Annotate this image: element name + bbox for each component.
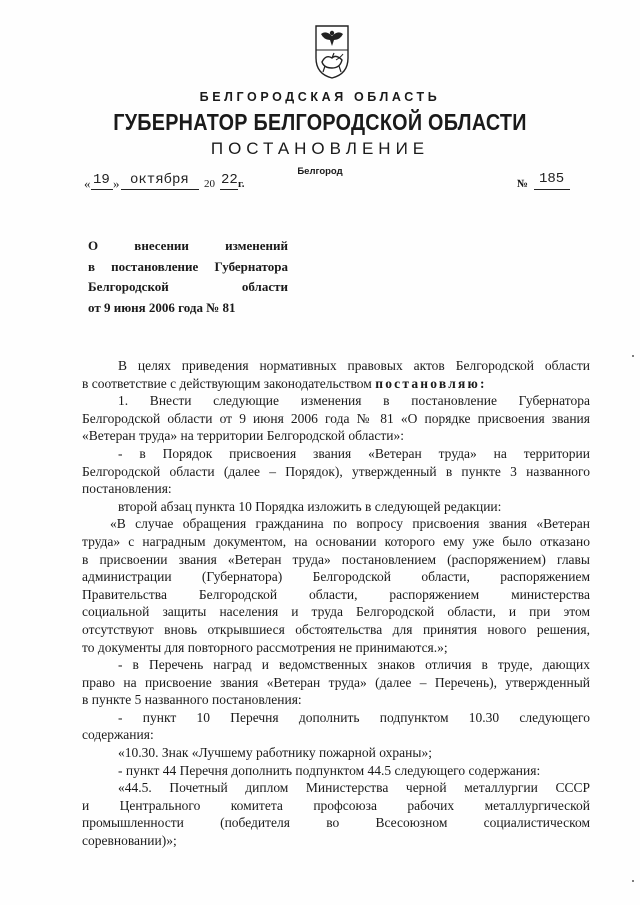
body-line: отсутствуют вновь открывшиеся обстоятельства для принятия нового решения, [82,621,590,637]
body-line: труда» с наградным документом, на основании которого ему уже было отказано [82,533,590,549]
body-line: Белгородской области (далее – Порядок), утвержденный в пункте 3 названного [82,463,590,479]
subject-line: О внесении изменений [88,238,288,253]
number-underline [534,189,570,190]
body-line: «44.5. Почетный диплом Министерства черной металлургии СССР [118,780,590,796]
date-year-underline [220,189,238,190]
body-line: администрации (Губернатора) Белгородской области, распоряжением [82,569,590,585]
date-month: октября [130,172,189,188]
governor-heading: ГУБЕРНАТОР БЕЛГОРОДСКОЙ ОБЛАСТИ [113,109,527,135]
body-line: - в Перечень наград и ведомственных знаков отличия в труде, дающих [118,657,590,673]
binding-mark [632,880,634,882]
body-line: - в Порядок присвоения звания «Ветеран труда» на территории [118,445,590,461]
city-label: Белгород [297,166,343,177]
date-day: 19 [93,172,110,188]
decree-body [82,357,590,850]
body-line: социальной защиты населения и труда Белгородской области, и при этом [82,604,590,620]
body-line: 1. Внести следующие изменения в постановление Губернатора [118,393,590,409]
body-line: содержания: [82,727,154,743]
body-line-text: в соответствие с действующим законодательством [82,375,372,391]
body-line: «В случае обращения гражданина по вопросу присвоения звания «Ветеран [110,516,590,532]
body-line: постановления: [82,481,172,497]
body-line: В целях приведения нормативных правовых актов Белгородской области [118,358,590,373]
emphasis-word: постановляю: [375,375,487,391]
date-close-quote: » [113,176,120,191]
binding-mark [632,355,634,357]
body-line: и Центрального комитета профсоюза рабочих металлургической [82,797,590,813]
body-line: Белгородской области от 9 июня 2006 года № 81 «О порядке присвоения звания [82,410,590,426]
body-line: «Ветеран труда» на территории Белгородской области»: [82,428,405,444]
decree-heading: ПОСТАНОВЛЕНИЕ [210,139,430,158]
date-day-underline [91,189,113,190]
date-open-quote: « [84,176,91,191]
body-line: то документы для повторного рассмотрения не принимаются.»; [82,639,448,655]
body-line: - пункт 10 Перечня дополнить подпунктом 10.30 следующего [118,709,590,725]
body-line: в присвоении звания «Ветеран труда» постановлением (распоряжением) главы [82,551,590,567]
subject-line: от 9 июня 2006 года № 81 [88,299,236,315]
body-line: в пункте 5 названного постановления: [82,692,302,708]
coat-of-arms-icon [312,22,352,80]
decree-subject [88,236,288,318]
body-line: право на присвоение звания «Ветеран труда» (далее – Перечень), утвержденный [82,674,590,690]
date-month-underline [121,189,199,190]
body-line: Правительства Белгородской области, распоряжением министерства [82,586,590,602]
body-line: соревновании)»; [82,833,177,849]
region-heading: БЕЛГОРОДСКАЯ ОБЛАСТЬ [199,90,441,104]
body-line: второй абзац пункта 10 Порядка изложить в следующей редакции: [118,498,502,514]
body-line [82,375,590,393]
body-line: «10.30. Знак «Лучшему работнику пожарной охраны»; [118,745,432,761]
date-year-prefix: 20 [204,178,215,190]
subject-line: в постановление Губернатора [88,258,288,274]
date-year-mark: г. [238,178,245,190]
number-label: № [517,178,529,190]
date-year: 22 [221,172,238,188]
subject-line: Белгородской области [88,279,288,294]
decree-number: 185 [539,171,565,187]
body-line: промышленности (победителя во Всесоюзном социалистическом [82,815,590,831]
body-line: - пункт 44 Перечня дополнить подпунктом 44.5 следующего содержания: [118,762,541,778]
